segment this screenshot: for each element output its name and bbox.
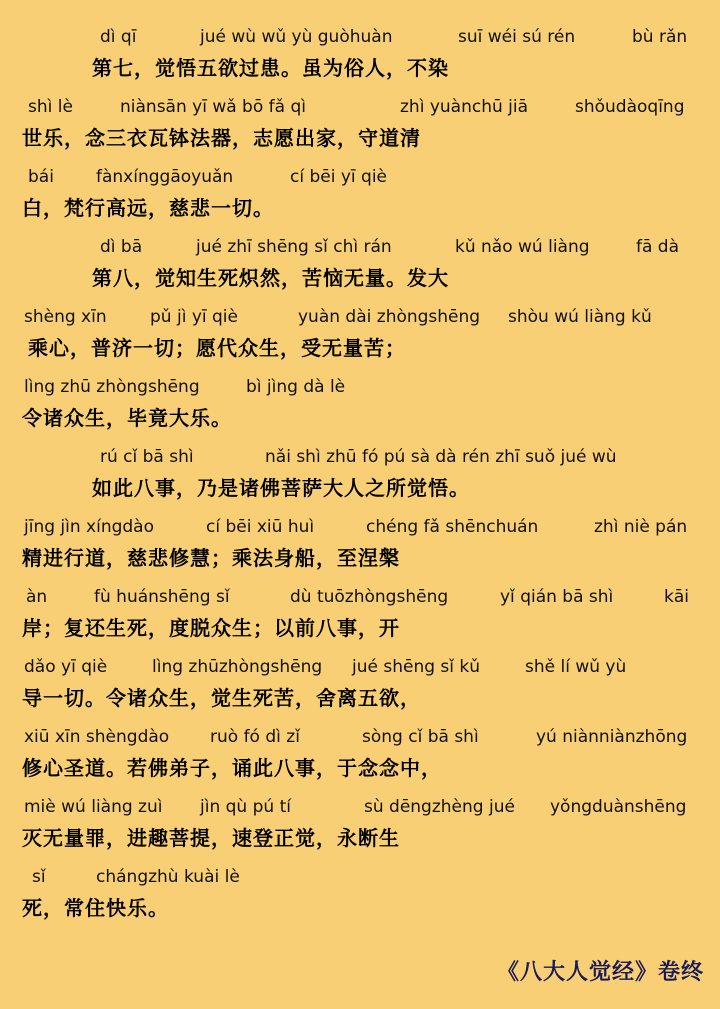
pinyin-word: rú cǐ bā shì bbox=[100, 447, 194, 467]
pinyin-word: miè wú liàng zuì bbox=[24, 797, 163, 817]
pinyin-word: shòu wú liàng kǔ bbox=[508, 307, 652, 327]
hanzi-text: 死，常住快乐。 bbox=[22, 896, 169, 920]
pinyin-row bbox=[0, 166, 720, 188]
pinyin-word: dù tuōzhòngshēng bbox=[290, 587, 449, 607]
pinyin-word: cí bēi xiū huì bbox=[206, 517, 315, 537]
pinyin-word: dì qī bbox=[100, 27, 137, 47]
pinyin-word: jué shēng sǐ kǔ bbox=[352, 657, 481, 677]
pinyin-word: fànxínggāoyuǎn bbox=[96, 167, 234, 187]
pinyin-word: shì lè bbox=[28, 97, 73, 117]
pinyin-word: shě lí wǔ yù bbox=[525, 657, 627, 677]
pinyin-word: yǐ qián bā shì bbox=[500, 587, 614, 607]
hanzi-text: 第八，觉知生死炽然，苦恼无量。发大 bbox=[92, 266, 449, 290]
pinyin-word: bái bbox=[28, 167, 54, 187]
pinyin-word: shèng xīn bbox=[24, 307, 107, 327]
pinyin-word: yuàn dài zhòngshēng bbox=[298, 307, 481, 327]
pinyin-row bbox=[0, 516, 720, 538]
pinyin-word: niànsān yī wǎ bō fǎ qì bbox=[120, 97, 306, 117]
hanzi-text: 世乐，念三衣瓦钵法器，志愿出家，守道清 bbox=[22, 126, 421, 150]
hanzi-text: 导一切。令诸众生，觉生死苦，舍离五欲， bbox=[22, 686, 421, 710]
pinyin-word: nǎi shì zhū fó pú sà dà rén zhī suǒ jué wù bbox=[265, 447, 617, 467]
pinyin-word: fā dà bbox=[636, 237, 680, 257]
hanzi-text: 白，梵行高远，慈悲一切。 bbox=[22, 196, 274, 220]
pinyin-word: cí bēi yī qiè bbox=[290, 167, 388, 187]
hanzi-text: 灭无量罪，进趣菩提，速登正觉，永断生 bbox=[22, 826, 400, 850]
pinyin-word: lìng zhū zhòngshēng bbox=[24, 377, 200, 397]
pinyin-word: zhì niè pán bbox=[594, 517, 688, 537]
pinyin-row bbox=[0, 96, 720, 118]
pinyin-word: suī wéi sú rén bbox=[458, 27, 576, 47]
pinyin-word: yǒngduànshēng bbox=[550, 797, 687, 817]
hanzi-text: 令诸众生，毕竟大乐。 bbox=[22, 406, 232, 430]
pinyin-word: bì jìng dà lè bbox=[246, 377, 346, 397]
scripture-end-note: 《八大人觉经》卷终 bbox=[496, 959, 704, 985]
pinyin-word: ruò fó dì zǐ bbox=[210, 727, 300, 747]
pinyin-row bbox=[0, 26, 720, 48]
pinyin-word: zhì yuànchū jiā bbox=[400, 97, 529, 117]
pinyin-word: dì bā bbox=[100, 237, 143, 257]
pinyin-word: lìng zhūzhòngshēng bbox=[152, 657, 323, 677]
hanzi-text: 如此八事，乃是诸佛菩萨大人之所觉悟。 bbox=[92, 476, 470, 500]
pinyin-row bbox=[0, 236, 720, 258]
pinyin-word: kāi bbox=[664, 587, 689, 607]
pinyin-word: sòng cǐ bā shì bbox=[362, 727, 479, 747]
pinyin-word: pǔ jì yī qiè bbox=[150, 307, 238, 327]
pinyin-row bbox=[0, 656, 720, 678]
pinyin-word: shǒudàoqīng bbox=[575, 97, 685, 117]
pinyin-word: jìn qù pú tí bbox=[200, 797, 291, 817]
pinyin-word: dǎo yī qiè bbox=[24, 657, 108, 677]
hanzi-text: 乘心，普济一切；愿代众生，受无量苦； bbox=[28, 336, 406, 360]
pinyin-word: jué wù wǔ yù guòhuàn bbox=[200, 27, 393, 47]
pinyin-row bbox=[0, 866, 720, 888]
hanzi-text: 岸；复还生死，度脱众生；以前八事，开 bbox=[22, 616, 400, 640]
pinyin-row bbox=[0, 796, 720, 818]
pinyin-row bbox=[0, 306, 720, 328]
pinyin-row bbox=[0, 446, 720, 468]
hanzi-text: 精进行道，慈悲修慧；乘法身船，至涅槃 bbox=[22, 546, 400, 570]
pinyin-row bbox=[0, 586, 720, 608]
pinyin-word: àn bbox=[26, 587, 48, 607]
pinyin-word: kǔ nǎo wú liàng bbox=[455, 237, 590, 257]
pinyin-word: bù rǎn bbox=[632, 27, 688, 47]
pinyin-word: xiū xīn shèngdào bbox=[24, 727, 170, 747]
hanzi-text: 修心圣道。若佛弟子，诵此八事，于念念中， bbox=[22, 756, 442, 780]
pinyin-word: chángzhù kuài lè bbox=[96, 867, 240, 887]
pinyin-word: yú niànniànzhōng bbox=[536, 727, 688, 747]
pinyin-word: sù dēngzhèng jué bbox=[364, 797, 515, 817]
pinyin-word: jīng jìn xíngdào bbox=[24, 517, 154, 537]
pinyin-row bbox=[0, 376, 720, 398]
hanzi-text: 第七，觉悟五欲过患。虽为俗人，不染 bbox=[92, 56, 449, 80]
pinyin-word: chéng fǎ shēnchuán bbox=[366, 517, 539, 537]
pinyin-word: jué zhī shēng sǐ chì rán bbox=[196, 237, 392, 257]
pinyin-word: sǐ bbox=[32, 867, 46, 887]
pinyin-word: fù huánshēng sǐ bbox=[94, 587, 230, 607]
pinyin-row bbox=[0, 726, 720, 748]
